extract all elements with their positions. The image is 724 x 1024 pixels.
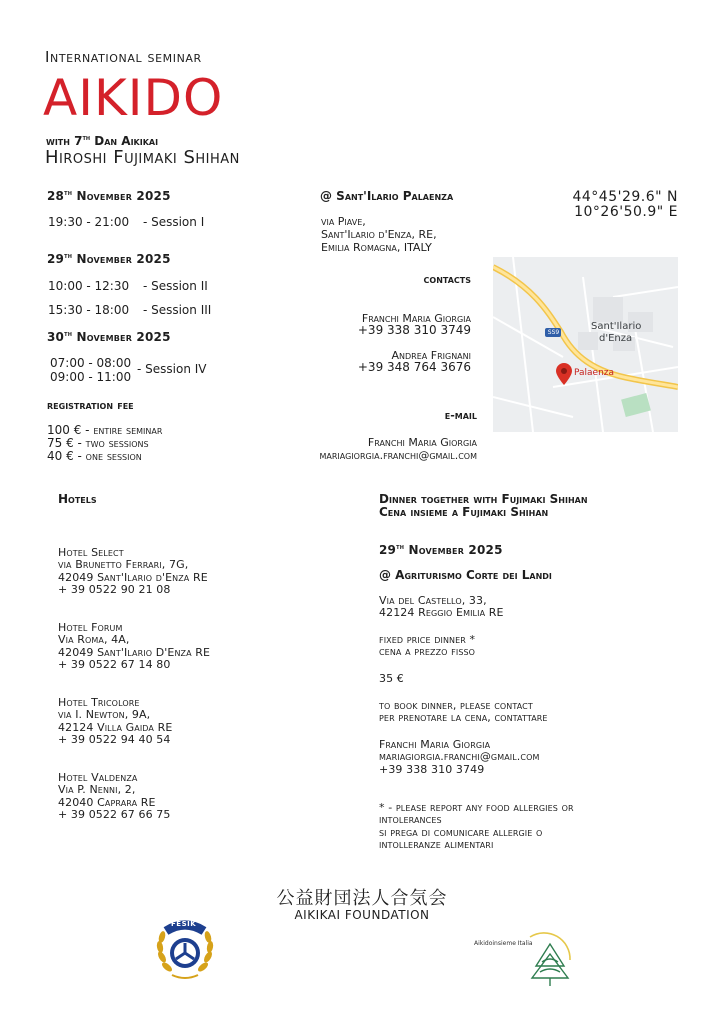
date-sup: th xyxy=(64,330,73,338)
hotel-street: Via P. Nenni, 2, xyxy=(58,783,136,797)
hotel-phone: + 39 0522 67 14 80 xyxy=(58,658,171,672)
contact-2-name: Andrea Frignani xyxy=(391,349,471,362)
hotels-heading: Hotels xyxy=(58,492,97,506)
booking-en: to book dinner, please contact xyxy=(379,699,533,712)
fesik-logo-text: FESIK xyxy=(171,920,197,928)
session-4-time-1: 07:00 - 08:00 xyxy=(50,356,132,370)
shihan-name: Hiroshi Fujimaki Shihan xyxy=(45,147,240,168)
dinner-heading-en: Dinner together with Fujimaki Shihan xyxy=(379,492,588,506)
hotel-valdenza xyxy=(58,772,170,822)
session-label: - Session III xyxy=(142,303,212,317)
hotel-street: via Brunetto Ferrari, 7G, xyxy=(58,558,189,572)
session-1 xyxy=(48,215,204,229)
hotel-street: Via Roma, 4A, xyxy=(58,633,130,647)
aikidoinsieme-logo xyxy=(470,922,580,990)
rank-prefix: with 7 xyxy=(46,134,83,148)
session-4-time-2: 09:00 - 11:00 xyxy=(50,370,132,384)
dinner-contact xyxy=(379,739,540,776)
seminar-label: International seminar xyxy=(45,48,202,66)
hotel-city: 42040 Caprara RE xyxy=(58,795,156,809)
allergy-note-2: intolerances xyxy=(379,813,442,827)
fixed-price-it: cena a prezzo fisso xyxy=(379,645,476,659)
email-name: Franchi Maria Giorgia xyxy=(367,436,477,449)
venue-map[interactable] xyxy=(493,257,678,432)
venue-heading: @ Sant'Ilario Palaenza xyxy=(320,189,454,203)
hotel-city: 42049 Sant'Ilario D'Enza RE xyxy=(58,645,211,659)
date-sup: th xyxy=(396,543,405,551)
hotel-select xyxy=(58,547,208,597)
hotel-street: via I. Newton, 9A, xyxy=(58,708,151,722)
rank-line xyxy=(46,134,158,148)
allergy-note xyxy=(379,802,574,852)
dinner-place: @ Agriturismo Corte dei Landi xyxy=(379,568,552,582)
session-time: 10:00 - 12:30 xyxy=(48,279,130,293)
fee-one: 40 € - one session xyxy=(47,449,142,463)
hotel-city: 42049 Sant'Ilario d'Enza RE xyxy=(58,570,208,584)
session-label: - Session I xyxy=(142,215,205,229)
dinner-price xyxy=(379,673,404,685)
hotel-phone: + 39 0522 94 40 54 xyxy=(58,733,171,747)
dinner-date xyxy=(379,543,503,557)
aikidoinsieme-logo-text: Aikidoinsieme Italia xyxy=(474,940,533,947)
fee-entire: 100 € - entire seminar xyxy=(47,423,163,437)
allergy-note-3: si prega di comunicare allergie o xyxy=(379,825,543,839)
email-address[interactable]: mariagiorgia.franchi@gmail.com xyxy=(319,449,477,462)
venue-line-2: Sant'Ilario d'Enza, RE, xyxy=(321,228,437,241)
venue-line-3: Emilia Romagna, ITALY xyxy=(321,241,432,254)
aikidoinsieme-tree-icon xyxy=(470,922,580,990)
date-sup: th xyxy=(64,189,73,197)
hotel-phone: + 39 0522 67 66 75 xyxy=(58,808,171,822)
coordinates-lat: 44°45'29.6" N xyxy=(572,189,678,205)
dinner-contact-name: Franchi Maria Giorgia xyxy=(379,738,491,751)
aikikai-kanji: 公益財団法人合気会 xyxy=(276,888,448,909)
session-time: 19:30 - 21:00 xyxy=(48,215,130,229)
rank-sup: th xyxy=(82,134,91,142)
session-3 xyxy=(48,303,211,317)
rank-suffix: Dan Aikikai xyxy=(90,134,159,148)
dinner-address xyxy=(379,595,504,620)
session-4-label: - Session IV xyxy=(137,362,207,376)
dinner-heading-it: Cena insieme a Fujimaki Shihan xyxy=(379,505,549,519)
dinner-address-1: Via del Castello, 33, xyxy=(379,594,487,607)
dinner-contact-email[interactable]: mariagiorgia.franchi@gmail.com xyxy=(379,750,540,764)
date-day: 28 xyxy=(47,189,65,203)
road-badge-label: SS9 xyxy=(547,329,560,336)
date-day: 29 xyxy=(47,252,65,266)
contacts-heading: contacts xyxy=(423,273,471,286)
map-graphic xyxy=(493,257,678,432)
dinner-booking xyxy=(379,700,548,725)
date-day: 29 xyxy=(379,543,397,557)
date-28-nov xyxy=(47,189,171,203)
session-time: 15:30 - 18:00 xyxy=(48,303,130,317)
dinner-contact-phone: +39 338 310 3749 xyxy=(379,762,485,776)
allergy-note-1: * - please report any food allergies or xyxy=(379,801,574,814)
contact-1-name: Franchi Maria Giorgia xyxy=(361,312,471,325)
contact-2-phone: +39 348 764 3676 xyxy=(357,360,471,374)
venue-line-1: via Piave, xyxy=(321,215,366,228)
hotel-forum xyxy=(58,622,210,672)
map-town-label-1: Sant'Ilario xyxy=(591,321,642,332)
date-rest: November 2025 xyxy=(72,252,171,266)
email-heading: e-mail xyxy=(444,409,477,422)
hotel-name: Hotel Tricolore xyxy=(58,696,140,709)
date-sup: th xyxy=(64,252,73,260)
map-pin-icon[interactable] xyxy=(556,363,572,385)
page-title: AIKIDO xyxy=(43,69,224,127)
fixed-price-en: fixed price dinner * xyxy=(379,633,476,646)
registration-fee-heading: registration fee xyxy=(47,398,134,412)
booking-it: per prenotare la cena, contattare xyxy=(379,711,548,725)
price-value: 35 € xyxy=(379,672,404,685)
date-day: 30 xyxy=(47,330,65,344)
map-pin-label: Palaenza xyxy=(574,368,615,378)
session-label: - Session II xyxy=(142,279,208,293)
hotel-city: 42124 Villa Gaida RE xyxy=(58,720,173,734)
hotel-name: Hotel Valdenza xyxy=(58,771,138,784)
hotel-phone: + 39 0522 90 21 08 xyxy=(58,583,171,597)
fesik-logo xyxy=(152,917,218,983)
hotel-tricolore xyxy=(58,697,172,747)
coordinates-lon: 10°26'50.9" E xyxy=(574,204,678,220)
contact-1-phone: +39 338 310 3749 xyxy=(357,323,471,337)
date-rest: November 2025 xyxy=(72,189,171,203)
fee-two: 75 € - two sessions xyxy=(47,436,149,450)
aikikai-foundation: AIKIKAI FOUNDATION xyxy=(294,908,430,922)
allergy-note-4: intolleranze alimentari xyxy=(379,838,494,852)
date-30-nov xyxy=(47,330,171,344)
session-2 xyxy=(48,279,208,293)
date-rest: November 2025 xyxy=(404,543,503,557)
date-29-nov xyxy=(47,252,171,266)
hotel-name: Hotel Select xyxy=(58,546,124,559)
hotel-name: Hotel Forum xyxy=(58,621,123,634)
dinner-fixed-price xyxy=(379,634,475,659)
date-rest: November 2025 xyxy=(72,330,171,344)
dinner-address-2: 42124 Reggio Emilia RE xyxy=(379,606,504,620)
map-town-label-2: d'Enza xyxy=(599,333,633,344)
